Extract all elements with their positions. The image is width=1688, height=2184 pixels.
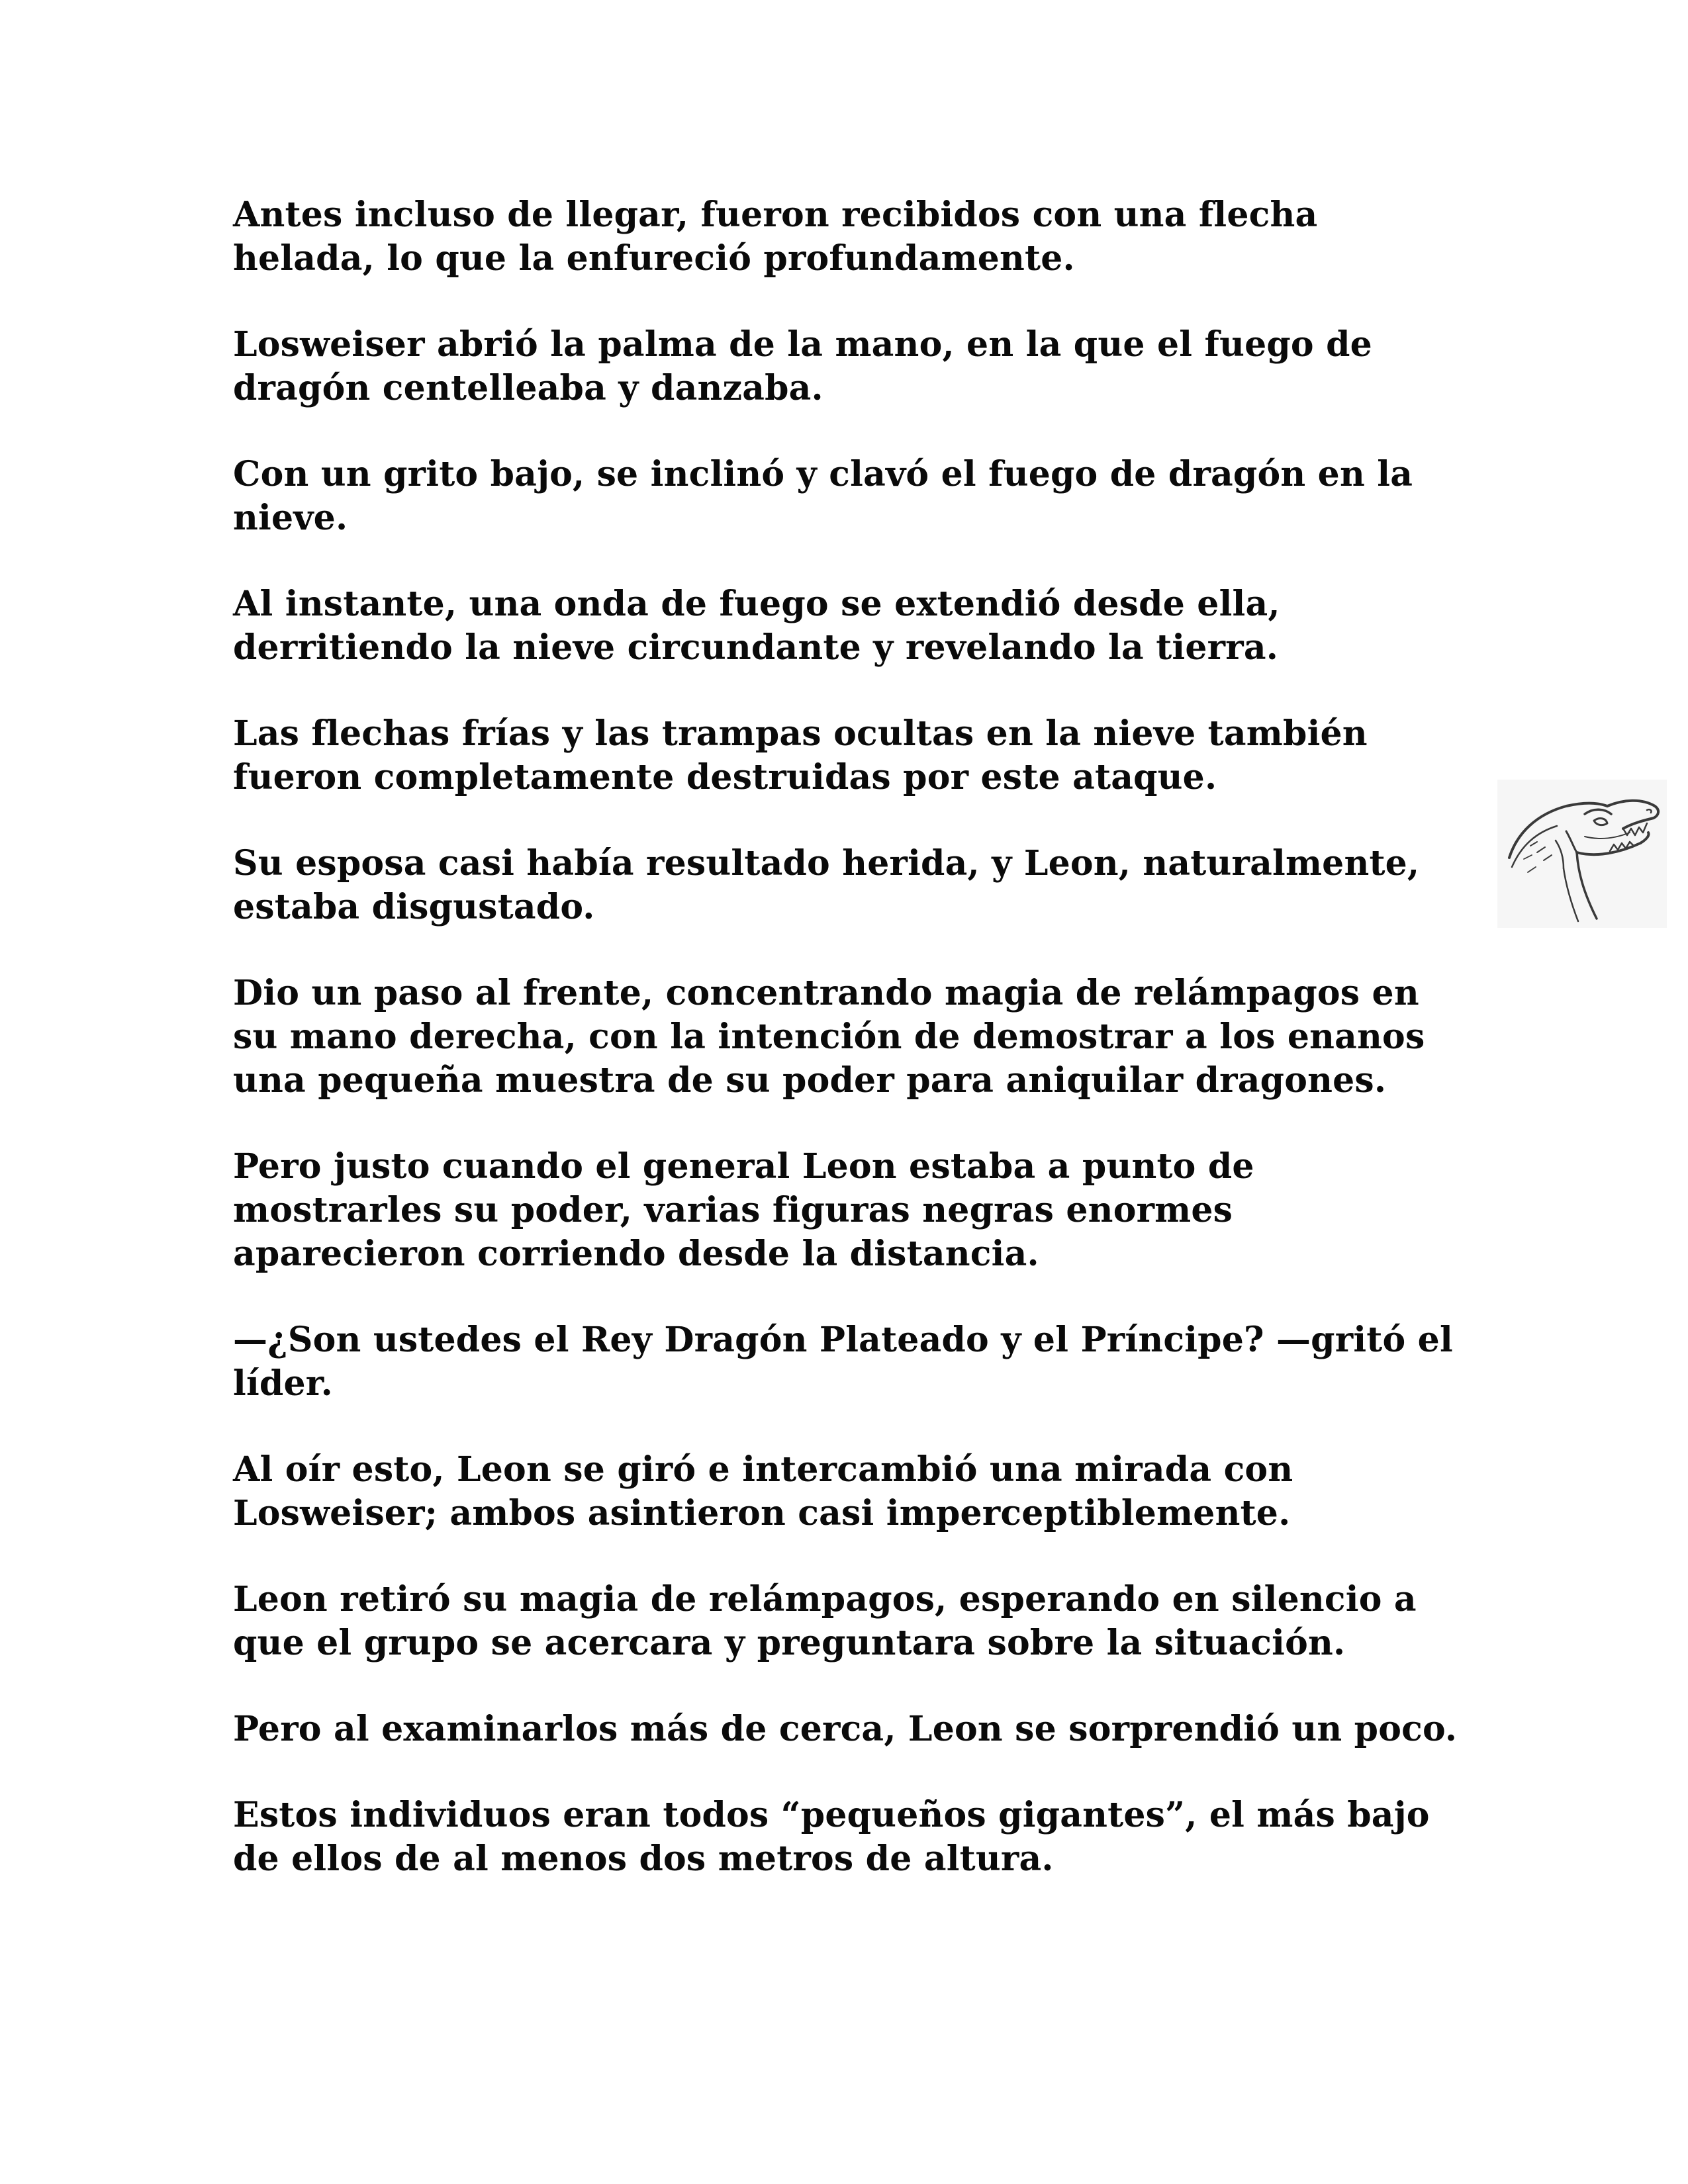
text-line: una pequeña muestra de su poder para aniquilar dragones.: [233, 1060, 1387, 1101]
text-line: Estos individuos eran todos “pequeños gigantes”, el más bajo: [233, 1795, 1430, 1835]
text-line: Antes incluso de llegar, fueron recibidos con una flecha: [233, 195, 1318, 235]
text-line: aparecieron corriendo desde la distancia.: [233, 1234, 1039, 1274]
paragraph: [233, 323, 1491, 410]
paragraph: [233, 1145, 1491, 1276]
body-text: [233, 193, 1491, 1923]
text-line: Losweiser abrió la palma de la mano, en la que el fuego de: [233, 324, 1372, 365]
dragon-head-sketch-icon: [1497, 780, 1667, 928]
text-line: nieve.: [233, 498, 348, 538]
paragraph: [233, 582, 1491, 670]
text-line: helada, lo que la enfureció profundamente.: [233, 238, 1075, 279]
text-line: derritiendo la nieve circundante y revelando la tierra.: [233, 627, 1279, 668]
text-line: dragón centelleaba y danzaba.: [233, 368, 823, 408]
text-line: Pero justo cuando el general Leon estaba a punto de: [233, 1146, 1254, 1187]
text-line: líder.: [233, 1363, 333, 1404]
paragraph: [233, 1318, 1491, 1406]
paragraph: [233, 193, 1491, 281]
text-line: Su esposa casi había resultado herida, y Leon, naturalmente,: [233, 843, 1420, 884]
text-line: mostrarles su poder, varias figuras negras enormes: [233, 1190, 1233, 1230]
paragraph: [233, 453, 1491, 540]
text-line: Leon retiró su magia de relámpagos, esperando en silencio a: [233, 1579, 1417, 1619]
text-line: fueron completamente destruidas por este ataque.: [233, 757, 1217, 797]
text-line: Con un grito bajo, se inclinó y clavó el fuego de dragón en la: [233, 454, 1413, 494]
text-line: su mano derecha, con la intención de demostrar a los enanos: [233, 1017, 1425, 1057]
text-line: Al instante, una onda de fuego se extendió desde ella,: [233, 584, 1280, 624]
text-line: Losweiser; ambos asintieron casi imperceptiblemente.: [233, 1493, 1291, 1533]
paragraph: [233, 1448, 1491, 1535]
text-line: Dio un paso al frente, concentrando magia de relámpagos en: [233, 973, 1419, 1013]
text-line: que el grupo se acercara y preguntara sobre la situación.: [233, 1623, 1346, 1663]
paragraph: [233, 1578, 1491, 1665]
text-line: —¿Son ustedes el Rey Dragón Plateado y el Príncipe? —gritó el: [233, 1320, 1453, 1360]
paragraph: [233, 842, 1491, 929]
text-line: Al oír esto, Leon se giró e intercambió una mirada con: [233, 1449, 1293, 1490]
paragraph: [233, 1794, 1491, 1881]
text-line: de ellos de al menos dos metros de altura.: [233, 1839, 1054, 1879]
text-line: estaba disgustado.: [233, 887, 595, 927]
paragraph: [233, 1707, 1491, 1751]
text-line: Pero al examinarlos más de cerca, Leon se sorprendió un poco.: [233, 1709, 1458, 1749]
paragraph: [233, 972, 1491, 1103]
paragraph: [233, 712, 1491, 799]
text-line: Las flechas frías y las trampas ocultas en la nieve también: [233, 713, 1368, 754]
